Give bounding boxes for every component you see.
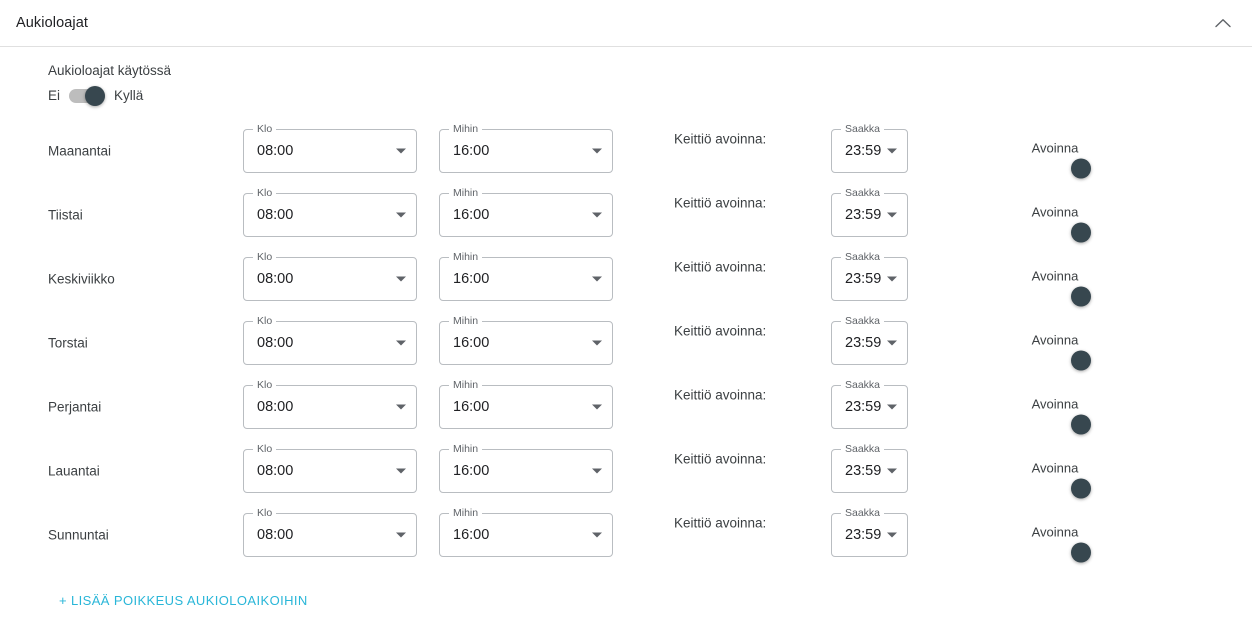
closing-time-select[interactable]: [439, 443, 613, 493]
day-label: Perjantai: [48, 399, 102, 415]
kitchen-until-value: 23:59: [845, 527, 882, 543]
kitchen-open-label: Keittiö avoinna:: [674, 387, 767, 403]
opening-time-value: 08:00: [257, 271, 294, 287]
opening-time-value: 08:00: [257, 143, 294, 159]
opening-time-select[interactable]: [243, 379, 417, 429]
chevron-down-icon: [592, 277, 602, 282]
chevron-down-icon: [592, 149, 602, 154]
chevron-down-icon: [396, 149, 406, 154]
chevron-down-icon: [592, 405, 602, 410]
opening-time-select[interactable]: [243, 251, 417, 301]
opening-time-select[interactable]: [243, 507, 417, 557]
field-legend-until: Saakka: [841, 507, 884, 519]
chevron-down-icon: [396, 533, 406, 538]
field-legend-until: Saakka: [841, 315, 884, 327]
kitchen-until-select[interactable]: [831, 187, 908, 237]
open-label: Avoinna: [1031, 332, 1079, 348]
kitchen-until-value: 23:59: [845, 463, 882, 479]
closing-time-value: 16:00: [453, 463, 490, 479]
kitchen-open-label: Keittiö avoinna:: [674, 515, 767, 531]
chevron-down-icon: [887, 149, 897, 154]
closing-time-value: 16:00: [453, 399, 490, 415]
kitchen-until-select[interactable]: [831, 507, 908, 557]
panel-header: [0, 0, 1252, 47]
field-legend-from: Klo: [253, 251, 276, 263]
table-row: [0, 311, 1252, 375]
open-toggle-block: [1025, 205, 1085, 226]
open-toggle-block: [1025, 397, 1085, 418]
field-legend-until: Saakka: [841, 187, 884, 199]
closing-time-value: 16:00: [453, 335, 490, 351]
closing-time-select[interactable]: [439, 187, 613, 237]
table-row: [0, 247, 1252, 311]
field-legend-from: Klo: [253, 379, 276, 391]
chevron-down-icon: [396, 469, 406, 474]
field-legend-from: Klo: [253, 187, 276, 199]
kitchen-until-select[interactable]: [831, 443, 908, 493]
opening-time-select[interactable]: [243, 315, 417, 365]
closing-time-select[interactable]: [439, 315, 613, 365]
field-legend-from: Klo: [253, 123, 276, 135]
opening-hours-enabled-toggle[interactable]: [69, 89, 105, 103]
closing-time-select[interactable]: [439, 379, 613, 429]
field-legend-until: Saakka: [841, 251, 884, 263]
chevron-down-icon: [887, 213, 897, 218]
opening-hours-enabled-block: [0, 63, 1252, 103]
opening-hours-enabled-label: Aukioloajat käytössä: [48, 63, 172, 78]
chevron-down-icon: [396, 213, 406, 218]
closing-time-value: 16:00: [453, 143, 490, 159]
open-toggle-block: [1025, 333, 1085, 354]
open-label: Avoinna: [1031, 268, 1079, 284]
table-row: [0, 375, 1252, 439]
field-legend-to: Mihin: [449, 123, 482, 135]
opening-hours-enabled-row: [48, 88, 1252, 103]
closing-time-value: 16:00: [453, 527, 490, 543]
kitchen-until-value: 23:59: [845, 143, 882, 159]
field-legend-until: Saakka: [841, 123, 884, 135]
kitchen-until-select[interactable]: [831, 123, 908, 173]
kitchen-until-value: 23:59: [845, 271, 882, 287]
kitchen-until-select[interactable]: [831, 251, 908, 301]
kitchen-open-label: Keittiö avoinna:: [674, 323, 767, 339]
field-legend-until: Saakka: [841, 443, 884, 455]
day-label: Keskiviikko: [48, 271, 115, 287]
day-label: Torstai: [48, 335, 88, 351]
opening-time-select[interactable]: [243, 187, 417, 237]
kitchen-until-value: 23:59: [845, 335, 882, 351]
open-label: Avoinna: [1031, 396, 1079, 412]
closing-time-select[interactable]: [439, 251, 613, 301]
day-label: Tiistai: [48, 207, 83, 223]
field-legend-until: Saakka: [841, 379, 884, 391]
opening-time-value: 08:00: [257, 207, 294, 223]
chevron-down-icon: [592, 341, 602, 346]
toggle-knob: [1071, 543, 1091, 563]
opening-time-value: 08:00: [257, 527, 294, 543]
field-legend-to: Mihin: [449, 507, 482, 519]
closing-time-value: 16:00: [453, 271, 490, 287]
toggle-knob: [85, 86, 105, 106]
field-legend-from: Klo: [253, 443, 276, 455]
chevron-down-icon: [592, 533, 602, 538]
day-label: Lauantai: [48, 463, 100, 479]
kitchen-until-select[interactable]: [831, 379, 908, 429]
chevron-down-icon: [396, 405, 406, 410]
open-toggle-block: [1025, 525, 1085, 546]
kitchen-until-select[interactable]: [831, 315, 908, 365]
open-label: Avoinna: [1031, 460, 1079, 476]
chevron-down-icon: [592, 469, 602, 474]
closing-time-value: 16:00: [453, 207, 490, 223]
kitchen-open-label: Keittiö avoinna:: [674, 195, 767, 211]
kitchen-until-value: 23:59: [845, 207, 882, 223]
closing-time-select[interactable]: [439, 507, 613, 557]
table-row: [0, 119, 1252, 183]
opening-time-select[interactable]: [243, 123, 417, 173]
toggle-knob: [1071, 287, 1091, 307]
day-rows: [0, 119, 1252, 567]
kitchen-until-value: 23:59: [845, 399, 882, 415]
table-row: [0, 439, 1252, 503]
toggle-knob: [1071, 351, 1091, 371]
field-legend-to: Mihin: [449, 187, 482, 199]
toggle-on-label: Kyllä: [114, 88, 144, 103]
open-toggle-block: [1025, 141, 1085, 162]
open-toggle-block: [1025, 461, 1085, 482]
day-label: Sunnuntai: [48, 527, 109, 543]
toggle-knob: [1071, 223, 1091, 243]
toggle-knob: [1071, 415, 1091, 435]
toggle-knob: [1071, 479, 1091, 499]
chevron-down-icon: [887, 277, 897, 282]
toggle-off-label: Ei: [48, 88, 61, 103]
open-label: Avoinna: [1031, 204, 1079, 220]
field-legend-to: Mihin: [449, 379, 482, 391]
field-legend-from: Klo: [253, 315, 276, 327]
kitchen-open-label: Keittiö avoinna:: [674, 259, 767, 275]
chevron-down-icon: [887, 533, 897, 538]
kitchen-open-label: Keittiö avoinna:: [674, 131, 767, 147]
chevron-down-icon: [887, 405, 897, 410]
opening-time-value: 08:00: [257, 335, 294, 351]
chevron-up-icon[interactable]: [1212, 12, 1234, 34]
chevron-down-icon: [887, 341, 897, 346]
chevron-down-icon: [887, 469, 897, 474]
toggle-knob: [1071, 159, 1091, 179]
open-toggle-block: [1025, 269, 1085, 290]
opening-time-value: 08:00: [257, 399, 294, 415]
open-label: Avoinna: [1031, 140, 1079, 156]
field-legend-to: Mihin: [449, 315, 482, 327]
add-exception-link[interactable]: + LISÄÄ POIKKEUS AUKIOLOAIKOIHIN: [59, 593, 308, 608]
day-label: Maanantai: [48, 143, 112, 159]
closing-time-select[interactable]: [439, 123, 613, 173]
panel-body: [0, 47, 1252, 610]
field-legend-from: Klo: [253, 507, 276, 519]
chevron-down-icon: [396, 341, 406, 346]
opening-time-value: 08:00: [257, 463, 294, 479]
page-title: Aukioloajat: [16, 15, 89, 31]
chevron-down-icon: [396, 277, 406, 282]
opening-time-select[interactable]: [243, 443, 417, 493]
table-row: [0, 183, 1252, 247]
kitchen-open-label: Keittiö avoinna:: [674, 451, 767, 467]
field-legend-to: Mihin: [449, 251, 482, 263]
field-legend-to: Mihin: [449, 443, 482, 455]
table-row: [0, 503, 1252, 567]
chevron-down-icon: [592, 213, 602, 218]
open-label: Avoinna: [1031, 524, 1079, 540]
